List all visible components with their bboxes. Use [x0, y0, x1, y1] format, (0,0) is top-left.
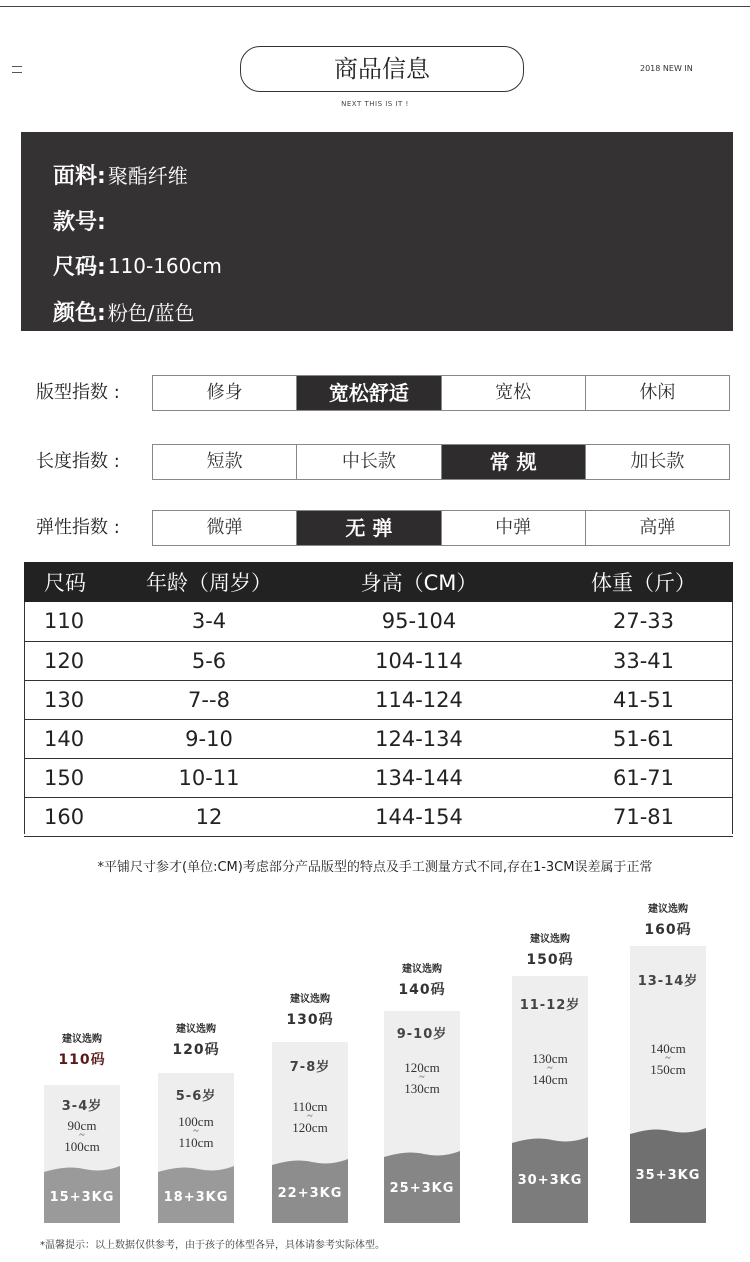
- table-cell: 71-81: [554, 797, 733, 836]
- index-options: [152, 444, 730, 480]
- suggest-text: 建议选购: [176, 1024, 216, 1035]
- tilde-glyph: ~: [665, 1053, 671, 1064]
- info-value: 粉色/蓝色: [107, 300, 195, 325]
- table-cell: 7--8: [134, 680, 284, 719]
- size-guide-bar: [630, 946, 706, 1223]
- size-guide-bar: [272, 1042, 348, 1223]
- suggest-size: 110码: [58, 1052, 106, 1068]
- age-range: 7-8岁: [289, 1060, 331, 1075]
- table-cell: 10-11: [134, 758, 284, 797]
- page-subtitle: NEXT THIS IS IT !: [341, 100, 409, 108]
- table-cell: 134-144: [284, 758, 554, 797]
- table-row: [24, 641, 733, 680]
- table-cell: 9-10: [134, 719, 284, 758]
- size-guide-label: [367, 960, 477, 999]
- table-cell: 140: [24, 719, 134, 758]
- table-cell: 124-134: [284, 719, 554, 758]
- age-range: 3-4岁: [61, 1099, 103, 1114]
- table-cell: 27-33: [554, 602, 733, 641]
- size-guide-bar: [44, 1085, 120, 1223]
- top-divider: [0, 6, 750, 7]
- height-min: 140cm: [650, 1041, 686, 1056]
- elasticity-index-row: [0, 510, 750, 550]
- height-min: 100cm: [178, 1114, 214, 1129]
- index-option: 宽松舒适: [297, 376, 441, 410]
- table-cell: 95-104: [284, 602, 554, 641]
- info-row-style-number: [53, 198, 733, 244]
- table-cell: 61-71: [554, 758, 733, 797]
- height-range: [272, 1100, 348, 1134]
- weight-range: 25+3KG: [389, 1181, 455, 1196]
- height-min: 120cm: [404, 1060, 440, 1075]
- info-value: 聚酯纤维: [107, 164, 188, 189]
- length-index-row: [0, 444, 750, 484]
- weight-range: 18+3KG: [163, 1190, 229, 1205]
- height-range: [512, 1052, 588, 1086]
- table-cell: 144-154: [284, 797, 554, 836]
- height-max: 140cm: [532, 1072, 568, 1087]
- index-option: 中长款: [297, 445, 441, 479]
- index-label: 版型指数 :: [36, 382, 120, 403]
- table-cell: 114-124: [284, 680, 554, 719]
- index-option: 宽松: [442, 376, 586, 410]
- info-row-size: [53, 243, 733, 289]
- table-row: [24, 680, 733, 719]
- index-option: 微弹: [153, 511, 297, 545]
- suggest-text: 建议选购: [62, 1034, 102, 1045]
- size-table: [24, 562, 733, 837]
- suggest-size: 160码: [644, 922, 692, 938]
- age-range: 5-6岁: [175, 1089, 217, 1104]
- age-range: 11-12岁: [519, 998, 581, 1013]
- table-cell: 120: [24, 641, 134, 680]
- suggest-text: 建议选购: [648, 904, 688, 915]
- table-cell: 41-51: [554, 680, 733, 719]
- size-guide-bar: [158, 1073, 234, 1223]
- age-range: 13-14岁: [637, 974, 699, 989]
- page-title: 商品信息: [240, 46, 524, 92]
- height-max: 130cm: [404, 1081, 440, 1096]
- height-range: [158, 1115, 234, 1149]
- suggest-size: 130码: [286, 1012, 334, 1028]
- height-max: 150cm: [650, 1062, 686, 1077]
- info-row-fabric: [53, 152, 733, 198]
- index-option: 短款: [153, 445, 297, 479]
- info-key: 面料:: [53, 164, 106, 190]
- index-label: 弹性指数 :: [36, 517, 120, 538]
- weight-range: 35+3KG: [635, 1168, 701, 1183]
- height-min: 90cm: [67, 1118, 97, 1133]
- column-header: 年龄（周岁）: [134, 562, 284, 602]
- weight-range: 30+3KG: [517, 1173, 583, 1188]
- info-key: 款号:: [53, 209, 106, 235]
- height-range: [630, 1042, 706, 1076]
- tilde-glyph: ~: [307, 1111, 313, 1122]
- table-row: [24, 758, 733, 797]
- size-guide-label: [27, 1030, 137, 1069]
- info-row-color: [53, 289, 733, 335]
- suggest-text: 建议选购: [290, 994, 330, 1005]
- height-min: 110cm: [292, 1099, 328, 1114]
- tilde-glyph: ~: [79, 1130, 85, 1141]
- table-cell: 104-114: [284, 641, 554, 680]
- index-options: [152, 375, 730, 411]
- size-guide-label: [495, 930, 605, 969]
- info-value: 110-160cm: [107, 253, 222, 278]
- height-max: 120cm: [292, 1120, 328, 1135]
- measurement-note: *平铺尺寸参才(单位:CM)考虑部分产品版型的特点及手工测量方式不同,存在1-3CM误差属于正常: [97, 860, 653, 875]
- weight-range: 15+3KG: [49, 1190, 115, 1205]
- weight-range: 22+3KG: [277, 1186, 343, 1201]
- size-guide-label: [141, 1020, 251, 1059]
- table-cell: 3-4: [134, 602, 284, 641]
- height-range: [44, 1119, 120, 1153]
- table-cell: 110: [24, 602, 134, 641]
- tilde-glyph: ~: [193, 1126, 199, 1137]
- index-option: 休闲: [639, 382, 676, 403]
- column-header: 尺码: [24, 562, 134, 602]
- suggest-text: 建议选购: [402, 964, 442, 975]
- size-guide-label: [613, 900, 723, 939]
- menu-icon[interactable]: [12, 66, 22, 74]
- table-cell: 5-6: [134, 641, 284, 680]
- index-option: 加长款: [630, 451, 685, 472]
- fit-index-row: [0, 375, 750, 415]
- height-range: [384, 1061, 460, 1095]
- table-cell: 51-61: [554, 719, 733, 758]
- tilde-glyph: ~: [547, 1063, 553, 1074]
- table-cell: 160: [24, 797, 134, 836]
- height-max: 110cm: [178, 1135, 214, 1150]
- new-in-tag: 2018 NEW IN: [640, 64, 693, 73]
- suggest-text: 建议选购: [530, 934, 570, 945]
- index-options: [152, 510, 730, 546]
- table-header-row: [24, 562, 733, 602]
- size-guide-bar: [384, 1011, 460, 1223]
- index-option: 高弹: [639, 517, 676, 538]
- suggest-size: 140码: [398, 982, 446, 998]
- size-guide-label: [255, 990, 365, 1029]
- column-header: 体重（斤）: [554, 562, 733, 602]
- table-cell: 33-41: [554, 641, 733, 680]
- table-row: [24, 797, 733, 836]
- table-cell: 130: [24, 680, 134, 719]
- table-cell: 12: [134, 797, 284, 836]
- age-range: 9-10岁: [396, 1027, 448, 1042]
- header: [0, 40, 750, 120]
- suggest-size: 150码: [526, 952, 574, 968]
- footer-tip: *温馨提示：以上数据仅供参考，由于孩子的体型各异，具体请参考实际体型。: [40, 1240, 385, 1251]
- index-option: 中弹: [442, 511, 586, 545]
- height-min: 130cm: [532, 1051, 568, 1066]
- size-guide-bar: [512, 976, 588, 1223]
- table-row: [24, 719, 733, 758]
- index-label: 长度指数 :: [36, 451, 120, 472]
- info-key: 尺码:: [53, 255, 106, 281]
- table-cell: 150: [24, 758, 134, 797]
- suggest-size: 120码: [172, 1042, 220, 1058]
- product-info-panel: [21, 132, 733, 331]
- table-row: [24, 602, 733, 641]
- index-option: 修身: [153, 376, 297, 410]
- info-key: 颜色:: [53, 300, 106, 326]
- column-header: 身高（CM）: [284, 562, 554, 602]
- index-option: 无 弹: [297, 511, 441, 545]
- index-option: 常 规: [442, 445, 586, 479]
- height-max: 100cm: [64, 1139, 100, 1154]
- tilde-glyph: ~: [419, 1072, 425, 1083]
